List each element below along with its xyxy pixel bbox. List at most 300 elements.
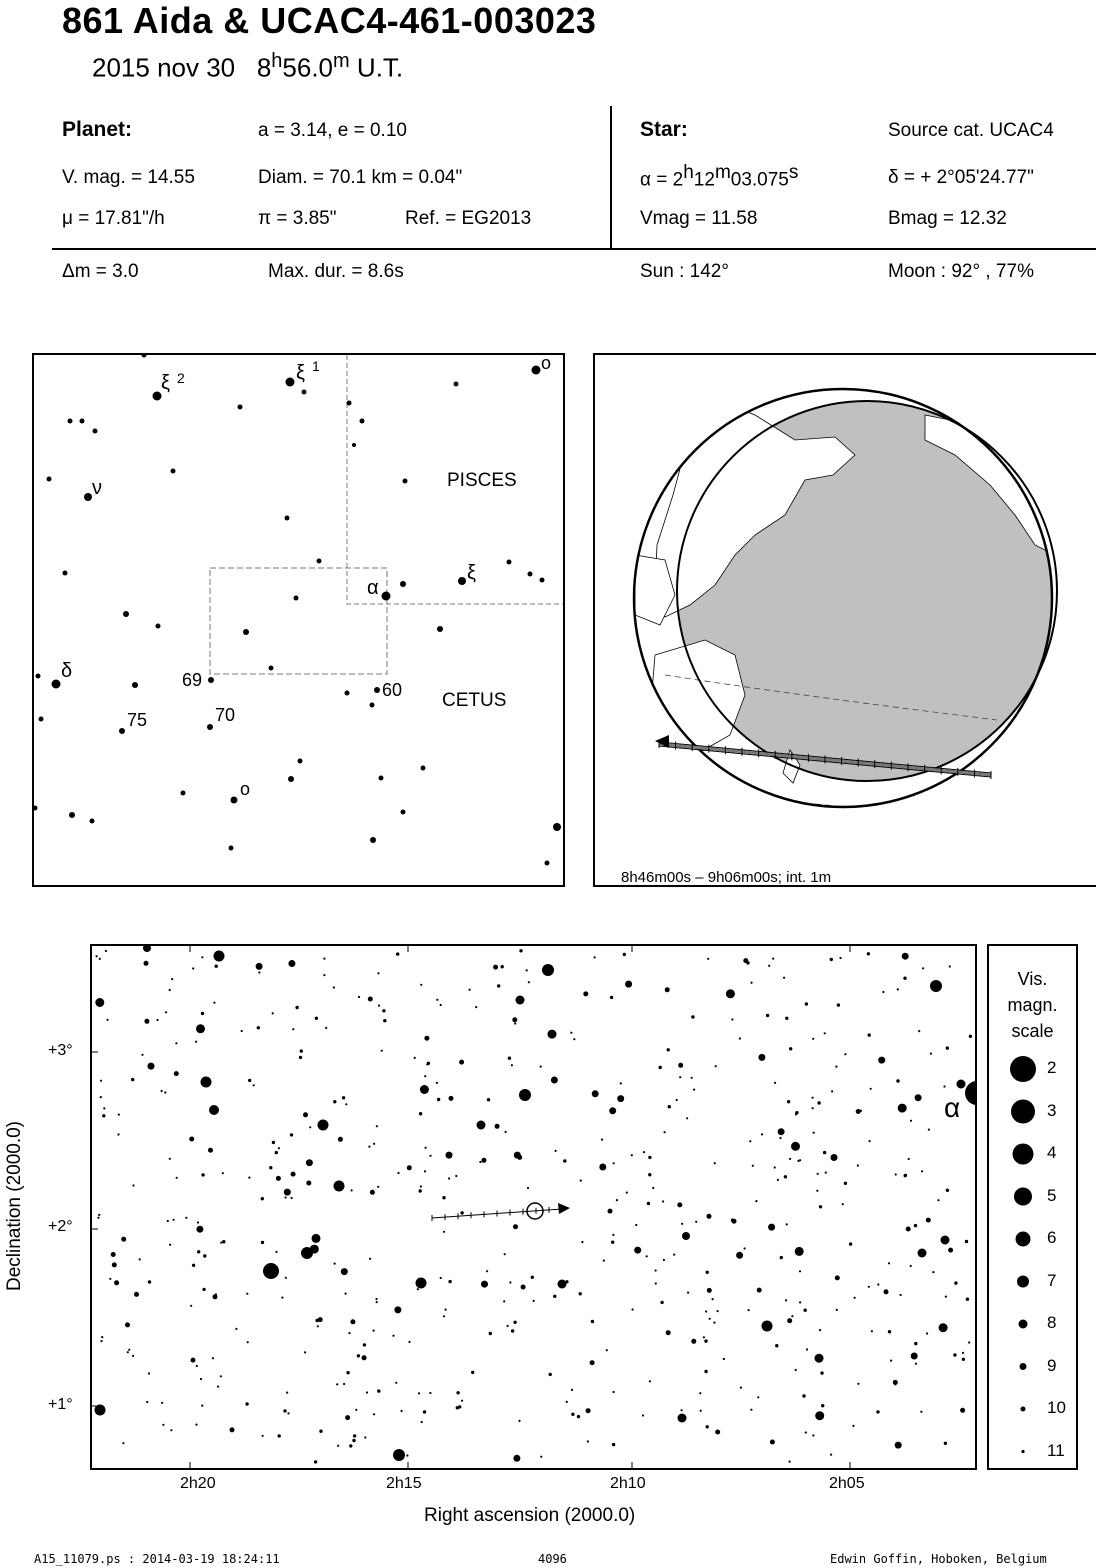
bright-star bbox=[682, 1232, 690, 1240]
finder-star bbox=[93, 429, 98, 434]
detail-star bbox=[284, 1189, 291, 1196]
detail-star bbox=[338, 1137, 343, 1142]
time-h-unit: h bbox=[271, 50, 283, 72]
detail-star bbox=[706, 1425, 709, 1428]
detail-star bbox=[949, 965, 951, 967]
detail-star bbox=[407, 1165, 412, 1170]
detail-star bbox=[620, 1082, 622, 1084]
detail-star bbox=[860, 1110, 862, 1112]
detail-star bbox=[456, 1391, 459, 1394]
finder-star bbox=[403, 479, 408, 484]
finder-star bbox=[454, 382, 459, 387]
detail-star bbox=[590, 1360, 595, 1365]
label-nu: ν bbox=[92, 477, 102, 499]
detail-star bbox=[175, 1042, 177, 1044]
finder-star bbox=[207, 724, 213, 730]
detail-star bbox=[436, 1082, 438, 1084]
detail-star bbox=[519, 949, 522, 952]
label-xi2-num: 2 bbox=[177, 370, 185, 386]
detail-star bbox=[509, 1281, 511, 1283]
detail-star bbox=[128, 1349, 130, 1351]
detail-star bbox=[408, 1341, 410, 1343]
detail-star bbox=[443, 1315, 445, 1317]
detail-star bbox=[508, 1057, 511, 1060]
detail-star bbox=[705, 1310, 707, 1312]
mag-scale-dot bbox=[1016, 1232, 1031, 1247]
mag-scale-title-2: magn. bbox=[1007, 995, 1058, 1015]
detail-star bbox=[139, 1258, 141, 1260]
mag-scale-dot bbox=[1017, 1276, 1029, 1288]
detail-star bbox=[732, 1219, 737, 1224]
detail-star bbox=[802, 1394, 805, 1397]
detail-star bbox=[111, 1252, 116, 1257]
detail-star bbox=[898, 1104, 907, 1113]
globe-frame bbox=[593, 353, 1096, 887]
label-alpha: α bbox=[367, 577, 379, 599]
mag-scale-frame bbox=[987, 944, 1078, 1470]
detail-star bbox=[900, 1294, 902, 1296]
star-alpha-tail: 03.075 bbox=[730, 169, 789, 191]
time-minutes: 56.0 bbox=[282, 52, 334, 83]
globe-map bbox=[595, 355, 1096, 885]
mag-scale-dot bbox=[1020, 1363, 1027, 1370]
detail-star bbox=[815, 1411, 824, 1420]
detail-star bbox=[440, 1004, 442, 1006]
detail-star bbox=[122, 1442, 124, 1444]
detail-star bbox=[375, 1298, 377, 1300]
detail-star bbox=[417, 1288, 419, 1290]
mag-scale-label: 9 bbox=[1047, 1355, 1057, 1375]
finder-star bbox=[142, 355, 147, 358]
detail-star bbox=[392, 1335, 394, 1337]
x-axis-label: Right ascension (2000.0) bbox=[424, 1505, 636, 1526]
finder-star bbox=[286, 378, 295, 387]
detail-star bbox=[563, 1159, 566, 1162]
star-alpha-m: m bbox=[714, 162, 731, 183]
detail-star bbox=[148, 1063, 155, 1070]
detail-star bbox=[869, 1140, 871, 1142]
detail-star bbox=[868, 1033, 871, 1036]
detail-star bbox=[202, 1288, 205, 1291]
label-70: 70 bbox=[215, 705, 236, 725]
detail-star bbox=[871, 1330, 873, 1332]
detail-star bbox=[424, 1075, 426, 1077]
mag-scale-dot bbox=[1011, 1100, 1035, 1124]
detail-star bbox=[926, 1332, 928, 1334]
finder-star bbox=[132, 682, 138, 688]
detail-star bbox=[715, 1065, 717, 1067]
detail-star bbox=[323, 974, 325, 976]
detail-star bbox=[910, 1120, 912, 1122]
detail-star bbox=[755, 1200, 757, 1202]
detail-star bbox=[348, 1332, 350, 1334]
detail-star bbox=[121, 1237, 126, 1242]
mag-scale-dots bbox=[989, 946, 1076, 1468]
detail-star bbox=[870, 1088, 872, 1090]
detail-star bbox=[511, 1064, 513, 1066]
detail-star bbox=[167, 1220, 169, 1222]
detail-star bbox=[192, 1264, 195, 1267]
detail-star bbox=[902, 953, 909, 960]
detail-star bbox=[514, 1022, 516, 1024]
detail-star bbox=[299, 1056, 302, 1059]
label-60: 60 bbox=[382, 680, 403, 700]
detail-star bbox=[285, 1196, 287, 1198]
detail-star bbox=[96, 955, 98, 957]
finder-star bbox=[119, 728, 125, 734]
detail-star bbox=[695, 1221, 697, 1223]
detail-star bbox=[112, 1262, 117, 1267]
detail-star bbox=[309, 1126, 311, 1128]
detail-star bbox=[586, 1408, 591, 1413]
finder-star bbox=[52, 680, 61, 689]
detail-star bbox=[285, 1277, 287, 1279]
detail-star bbox=[261, 1197, 264, 1200]
label-xi: ξ bbox=[467, 562, 476, 584]
detail-star bbox=[295, 1006, 298, 1009]
detail-star bbox=[196, 1226, 203, 1233]
detail-star bbox=[373, 1413, 375, 1415]
detail-star bbox=[449, 1096, 454, 1101]
detail-star bbox=[778, 1128, 785, 1135]
detail-star bbox=[888, 1330, 891, 1333]
finder-star bbox=[238, 405, 243, 410]
finder-star bbox=[243, 629, 249, 635]
bright-star bbox=[318, 1120, 329, 1131]
detail-star bbox=[222, 1240, 225, 1243]
detail-star bbox=[397, 1172, 399, 1174]
detail-star bbox=[377, 1186, 379, 1188]
detail-star bbox=[766, 1014, 769, 1017]
label-omicron-top: o bbox=[541, 355, 552, 373]
detail-star bbox=[306, 1181, 311, 1186]
detail-star bbox=[750, 1409, 752, 1411]
detail-star bbox=[278, 1147, 280, 1149]
detail-star bbox=[789, 1461, 791, 1463]
bright-star bbox=[416, 1278, 427, 1289]
detail-star bbox=[100, 1080, 102, 1082]
detail-star bbox=[429, 1392, 431, 1394]
detail-star bbox=[758, 1054, 765, 1061]
time-hours: 8 bbox=[256, 52, 272, 83]
detail-star bbox=[132, 1355, 134, 1357]
detail-star bbox=[937, 1199, 939, 1201]
detail-star bbox=[603, 1260, 605, 1262]
detail-star bbox=[555, 1150, 557, 1152]
detail-star bbox=[731, 1018, 733, 1020]
detail-star bbox=[100, 1096, 102, 1098]
detail-star bbox=[146, 1401, 148, 1403]
detail-star bbox=[726, 989, 735, 998]
finder-star bbox=[374, 687, 380, 693]
detail-star bbox=[580, 1180, 582, 1182]
detail-star bbox=[343, 1383, 345, 1385]
detail-star bbox=[290, 1133, 293, 1136]
detail-star bbox=[105, 950, 107, 952]
detail-star bbox=[201, 1405, 203, 1407]
detail-star bbox=[424, 1036, 429, 1041]
detail-star bbox=[666, 988, 669, 991]
detail-star bbox=[930, 1053, 932, 1055]
detail-star bbox=[677, 1202, 682, 1207]
detail-star bbox=[757, 1288, 762, 1293]
detail-star bbox=[676, 1099, 678, 1101]
detail-star bbox=[353, 1434, 356, 1437]
detail-star bbox=[352, 1439, 355, 1442]
detail-star bbox=[723, 1358, 725, 1360]
mag-scale-label: 5 bbox=[1047, 1185, 1057, 1205]
detail-star bbox=[945, 1296, 947, 1298]
detail-star bbox=[712, 1298, 714, 1300]
detail-star bbox=[106, 1019, 108, 1021]
detail-star bbox=[103, 1107, 105, 1109]
detail-star bbox=[882, 991, 884, 993]
finder-star bbox=[317, 559, 322, 564]
detail-star bbox=[707, 1214, 712, 1219]
detail-star bbox=[839, 957, 841, 959]
detail-star bbox=[256, 963, 263, 970]
detail-star bbox=[436, 999, 438, 1001]
detail-star bbox=[854, 1297, 856, 1299]
detail-star bbox=[704, 1370, 707, 1373]
mag-scale-dot bbox=[1013, 1144, 1034, 1165]
detail-star bbox=[418, 1392, 420, 1394]
detail-star bbox=[791, 1315, 793, 1317]
detail-star bbox=[915, 1094, 922, 1101]
mag-scale-label: 2 bbox=[1047, 1058, 1057, 1077]
mag-scale-label: 8 bbox=[1047, 1313, 1057, 1332]
finder-star bbox=[68, 419, 73, 424]
detail-star bbox=[655, 1269, 657, 1271]
detail-star bbox=[424, 1170, 426, 1172]
label-omicron: o bbox=[240, 779, 251, 799]
detail-star bbox=[333, 986, 335, 988]
detail-star bbox=[197, 1221, 199, 1223]
detail-star bbox=[419, 1112, 422, 1115]
label-delta: δ bbox=[61, 660, 73, 682]
bright-star bbox=[201, 1077, 212, 1088]
detail-star bbox=[419, 1189, 422, 1192]
detail-star bbox=[190, 1305, 192, 1307]
detail-star bbox=[512, 1017, 517, 1022]
detail-star bbox=[655, 1282, 657, 1284]
footer-number: 4096 bbox=[538, 1552, 567, 1566]
detail-star bbox=[890, 1360, 892, 1362]
detail-star bbox=[222, 1172, 224, 1174]
detail-star bbox=[583, 991, 588, 996]
detail-star bbox=[789, 1047, 792, 1050]
finder-star bbox=[352, 443, 356, 447]
detail-star bbox=[768, 965, 770, 967]
detail-star bbox=[383, 1019, 386, 1022]
finder-star bbox=[47, 477, 52, 482]
detail-star bbox=[117, 1133, 119, 1135]
detail-star bbox=[459, 1060, 464, 1065]
detail-star bbox=[345, 1293, 347, 1295]
detail-star bbox=[366, 1391, 368, 1393]
detail-star bbox=[700, 1410, 702, 1412]
detail-star bbox=[739, 1037, 741, 1039]
finder-chart-frame bbox=[32, 353, 565, 887]
detail-star bbox=[548, 1030, 557, 1039]
detail-star bbox=[213, 1002, 215, 1004]
detail-star bbox=[878, 1057, 885, 1064]
detail-star bbox=[571, 1389, 573, 1391]
detail-star bbox=[192, 967, 194, 969]
detail-star bbox=[915, 1363, 917, 1365]
detail-star bbox=[681, 1223, 683, 1225]
detail-star bbox=[169, 1244, 171, 1246]
detail-star bbox=[306, 1159, 313, 1166]
detail-star bbox=[570, 1032, 572, 1034]
detail-star bbox=[884, 1289, 889, 1294]
bright-star bbox=[941, 1236, 950, 1245]
detail-star bbox=[779, 1137, 781, 1139]
bright-star bbox=[542, 964, 554, 976]
detail-star bbox=[165, 1011, 167, 1013]
detail-star bbox=[118, 1114, 120, 1116]
mag-scale-label: 6 bbox=[1047, 1228, 1057, 1247]
finder-star bbox=[39, 717, 44, 722]
finder-star bbox=[302, 390, 307, 395]
detail-star bbox=[817, 1101, 820, 1104]
detail-star bbox=[164, 1091, 166, 1093]
detail-star bbox=[707, 1288, 712, 1293]
event-datetime bbox=[92, 50, 403, 84]
detail-star bbox=[551, 1077, 558, 1084]
detail-star bbox=[772, 958, 774, 960]
detail-star bbox=[804, 1309, 807, 1312]
footer-file: A15_11079.ps : 2014-03-19 18:24:11 bbox=[34, 1552, 280, 1566]
detail-star bbox=[946, 1046, 949, 1049]
detail-star bbox=[370, 1190, 375, 1195]
detail-star bbox=[679, 1076, 681, 1078]
finder-star bbox=[437, 626, 443, 632]
detail-star bbox=[643, 1151, 645, 1153]
detail-star bbox=[127, 1351, 129, 1353]
bright-star bbox=[918, 1249, 927, 1258]
detail-star bbox=[373, 1143, 375, 1145]
finder-star bbox=[400, 581, 406, 587]
detail-star bbox=[291, 1197, 293, 1199]
detail-star bbox=[648, 1173, 651, 1176]
detail-star bbox=[606, 1349, 608, 1351]
detail-star bbox=[395, 1382, 397, 1384]
detail-star bbox=[601, 1139, 603, 1141]
event-date: 2015 nov 30 bbox=[92, 52, 236, 83]
detail-star bbox=[99, 958, 101, 960]
detail-star bbox=[100, 1340, 102, 1342]
detail-star bbox=[131, 1078, 134, 1081]
bright-star bbox=[214, 951, 225, 962]
detail-star bbox=[245, 1402, 248, 1405]
detail-star bbox=[787, 1100, 790, 1103]
detail-star bbox=[517, 1457, 519, 1459]
detail-star bbox=[819, 1329, 821, 1331]
detail-star bbox=[98, 1214, 100, 1216]
detail-star bbox=[325, 1027, 327, 1029]
bright-star bbox=[957, 1080, 966, 1089]
detail-star bbox=[663, 1259, 665, 1261]
detail-star bbox=[345, 1415, 350, 1420]
detail-star bbox=[241, 1030, 243, 1032]
detail-star bbox=[97, 1217, 99, 1219]
detail-chart-frame bbox=[90, 944, 977, 1470]
detail-star bbox=[230, 1427, 235, 1432]
detail-star bbox=[275, 1251, 277, 1253]
detail-star bbox=[258, 971, 260, 973]
constellation-pisces: PISCES bbox=[447, 470, 517, 491]
mag-scale-dot bbox=[1021, 1450, 1024, 1453]
detail-star bbox=[200, 1378, 202, 1380]
detail-star bbox=[966, 1298, 969, 1301]
finder-star bbox=[507, 560, 512, 565]
detail-star bbox=[587, 1440, 589, 1442]
detail-field-box bbox=[210, 568, 387, 674]
detail-star bbox=[469, 989, 471, 991]
detail-star bbox=[678, 1063, 683, 1068]
y-axis-label: Declination (2000.0) bbox=[4, 1120, 25, 1292]
time-suffix: U.T. bbox=[356, 52, 404, 83]
detail-star bbox=[813, 1132, 815, 1134]
detail-star bbox=[812, 1097, 814, 1099]
finder-star bbox=[360, 419, 365, 424]
mag-scale-dot bbox=[1010, 1056, 1036, 1082]
detail-star bbox=[189, 1137, 194, 1142]
planet-mu: μ = 17.81"/h bbox=[62, 208, 165, 229]
star-source: Source cat. UCAC4 bbox=[888, 120, 1054, 141]
detail-star bbox=[423, 1410, 426, 1413]
detail-star bbox=[673, 1254, 675, 1256]
info-divider-horizontal bbox=[52, 248, 1096, 250]
detail-star bbox=[831, 1154, 838, 1161]
finder-star bbox=[156, 624, 161, 629]
detail-star bbox=[286, 1392, 288, 1394]
detail-star bbox=[276, 1176, 281, 1181]
mag-scale-label: 10 bbox=[1047, 1398, 1066, 1417]
star-alpha-prefix: α = 2 bbox=[640, 169, 684, 191]
bright-star bbox=[301, 1247, 313, 1259]
detail-star bbox=[757, 1396, 759, 1398]
detail-star bbox=[269, 1166, 272, 1169]
detail-star bbox=[835, 1275, 840, 1280]
detail-star bbox=[566, 1401, 568, 1403]
bright-star bbox=[519, 1089, 531, 1101]
finder-star bbox=[401, 810, 406, 815]
detail-star bbox=[681, 1409, 683, 1411]
detail-star bbox=[272, 1141, 275, 1144]
detail-star bbox=[540, 1066, 542, 1068]
bright-star bbox=[209, 1105, 219, 1115]
detail-star bbox=[217, 1386, 219, 1388]
planet-heading: Planet: bbox=[62, 118, 133, 141]
bright-star bbox=[930, 980, 942, 992]
detail-star bbox=[169, 1158, 171, 1160]
finder-star bbox=[382, 592, 391, 601]
finder-stars bbox=[34, 355, 561, 866]
detail-star bbox=[156, 1019, 158, 1021]
detail-star bbox=[161, 1402, 163, 1404]
detail-star bbox=[288, 960, 295, 967]
detail-star bbox=[144, 1019, 149, 1024]
detail-star bbox=[914, 1224, 917, 1227]
page-title: 861 Aida & UCAC4-461-003023 bbox=[62, 0, 597, 41]
detail-star bbox=[479, 1161, 481, 1163]
detail-star bbox=[504, 1253, 506, 1255]
detail-star bbox=[201, 1173, 204, 1176]
detail-star bbox=[944, 1442, 947, 1445]
star-alpha-h: h bbox=[683, 162, 694, 183]
